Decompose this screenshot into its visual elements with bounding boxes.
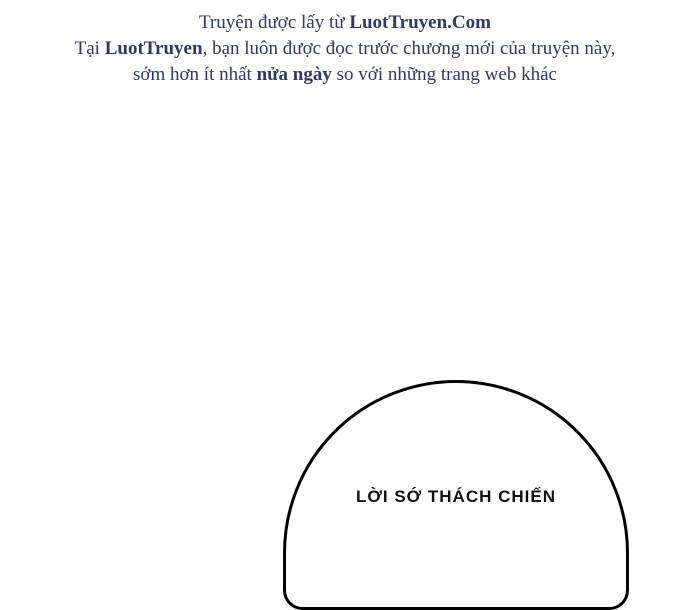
watermark-brand-secondary: LuotTruyen xyxy=(104,38,203,60)
watermark-line-2 xyxy=(0,36,690,62)
watermark-line-3-prefix: sớm hơn ít nhất xyxy=(133,64,257,86)
watermark-line-3-suffix: so với những trang web khác xyxy=(331,64,557,86)
watermark-highlight-duration: nửa ngày xyxy=(256,64,332,86)
watermark-notice xyxy=(0,10,690,89)
watermark-line-1 xyxy=(0,10,690,36)
watermark-line-2-prefix: Tại xyxy=(74,38,105,60)
watermark-line-3 xyxy=(0,62,690,88)
watermark-brand-primary: LuotTruyen.Com xyxy=(349,12,491,33)
speech-bubble-text: LỜI SỚ THÁCH CHIẾN xyxy=(355,487,556,506)
watermark-line-1-prefix: Truyện được lấy từ xyxy=(199,12,350,33)
watermark-line-2-suffix: , bạn luôn được đọc trước chương mới của truyện này, xyxy=(202,38,616,60)
